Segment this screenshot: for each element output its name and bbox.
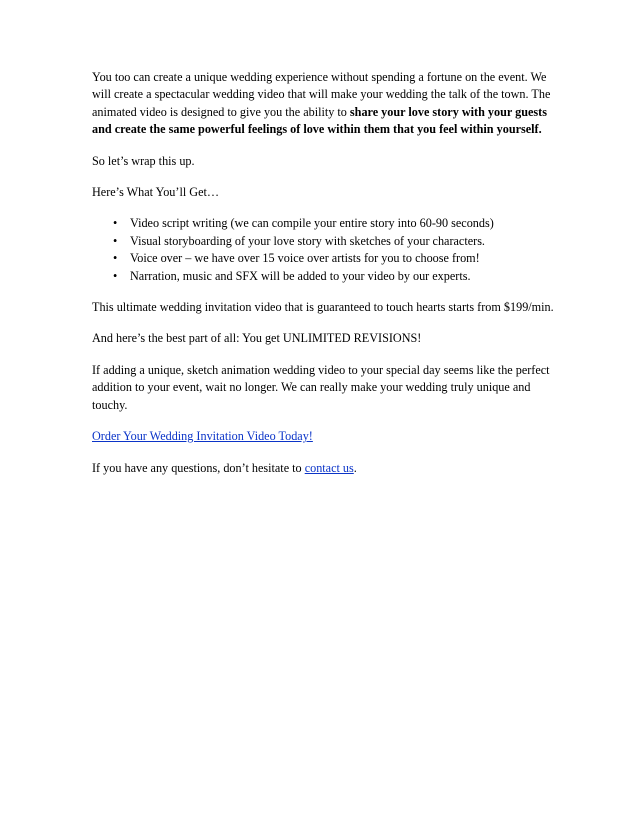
- order-video-link[interactable]: Order Your Wedding Invitation Video Today!: [92, 429, 313, 444]
- list-item-text: Video script writing (we can compile your entire story into 60-90 seconds): [130, 216, 494, 231]
- features-list: [92, 215, 554, 285]
- list-item-text: Narration, music and SFX will be added to your video by our experts.: [130, 268, 471, 283]
- list-item: [113, 233, 554, 250]
- bullet-icon: •: [113, 233, 118, 248]
- questions-paragraph: [92, 460, 554, 477]
- list-item: [113, 215, 554, 232]
- intro-bold-text: share your love story with your guests and create the same powerful feelings of love within them that you feel within yourself.: [92, 104, 547, 137]
- order-paragraph: [92, 428, 554, 445]
- questions-text: If you have any questions, don’t hesitate to: [92, 460, 305, 475]
- intro-text: You too can create a unique wedding experience without spending a fortune on the event. We will create a spectacular wedding video that will make your wedding the talk of the town. The animated video is designed to give you the ability to: [92, 70, 551, 119]
- contact-us-link[interactable]: contact us: [304, 460, 354, 475]
- bullet-icon: •: [113, 216, 118, 231]
- questions-period: .: [353, 460, 357, 475]
- list-item-text: Visual storyboarding of your love story with sketches of your characters.: [130, 233, 485, 248]
- list-item: [113, 250, 554, 267]
- heres-what-heading: Here’s What You’ll Get…: [92, 185, 220, 200]
- list-item-text: Voice over – we have over 15 voice over artists for you to choose from!: [130, 251, 480, 266]
- bullet-icon: •: [113, 268, 118, 283]
- intro-paragraph: [92, 69, 554, 139]
- best-part-paragraph: And here’s the best part of all: You get UNLIMITED REVISIONS!: [92, 331, 422, 346]
- pricing-paragraph: This ultimate wedding invitation video that is guaranteed to touch hearts starts from $199/min.: [92, 300, 554, 315]
- document-page: [92, 69, 554, 491]
- list-item: [113, 268, 554, 285]
- bullet-icon: •: [113, 251, 118, 266]
- wrap-up-text: So let’s wrap this up.: [92, 153, 195, 168]
- closing-paragraph: If adding a unique, sketch animation wedding video to your special day seems like the perfect addition to your event, wait no longer. We can really make your wedding truly unique and touchy.: [92, 362, 550, 412]
